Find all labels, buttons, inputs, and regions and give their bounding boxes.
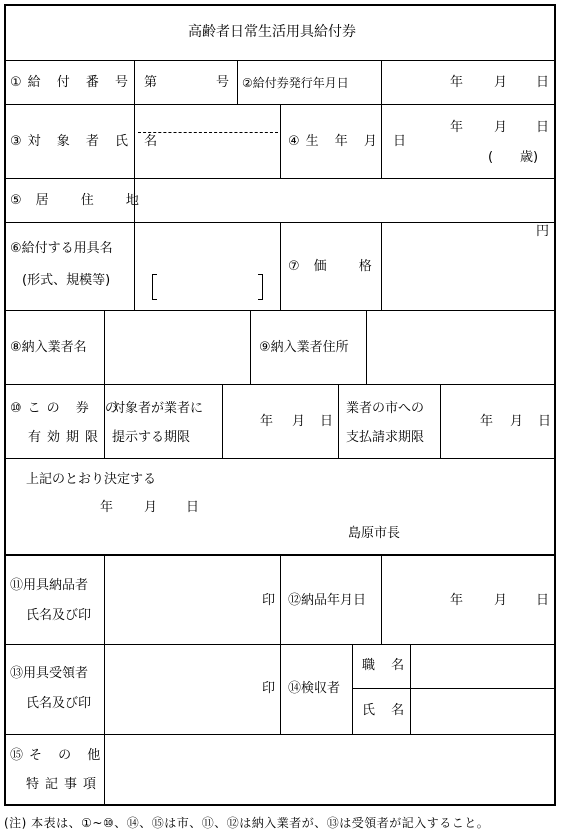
col-divider — [352, 644, 353, 734]
label-equipment-name: ⑥給付する用具名 — [10, 241, 113, 256]
label-claim-deadline: 業者の市への — [346, 401, 425, 416]
label-equipment-spec: (形式、規模等) — [22, 273, 111, 288]
month-text: 月 — [292, 414, 306, 429]
decision-text: 上記のとおり決定する — [26, 472, 157, 487]
label-validity-2: 有効期限 — [28, 430, 105, 445]
col-divider — [104, 384, 105, 458]
label-claim-deadline-2: 支払請求期限 — [346, 430, 425, 445]
day-text: 日 — [536, 120, 550, 135]
label-recipient-name: ③対 象 者 氏 名 — [10, 134, 164, 149]
row-divider — [4, 178, 556, 179]
col-divider — [280, 222, 281, 310]
label-residence: ⑤居 住 地 — [10, 193, 153, 208]
year-text: 年 — [100, 500, 114, 515]
bracket-left — [152, 274, 157, 300]
month-text: 月 — [510, 414, 524, 429]
age-text: 歳) — [520, 150, 539, 165]
col-divider — [134, 222, 135, 310]
label-name: 氏 名 — [362, 703, 411, 718]
label-price: ⑦価 格 — [288, 259, 386, 274]
label-inspector: ⑭検収者 — [288, 681, 341, 696]
year-text: 年 — [450, 120, 464, 135]
form-title: 高齢者日常生活用具給付券 — [188, 24, 356, 40]
year-text: 年 — [480, 414, 494, 429]
year-text: 年 — [260, 414, 274, 429]
col-divider — [280, 104, 281, 178]
go-text: 号 — [216, 75, 230, 90]
col-divider — [338, 384, 339, 458]
label-deliverer: ⑪用具納品者 — [10, 578, 89, 593]
col-divider — [104, 554, 105, 806]
month-text: 月 — [494, 120, 508, 135]
row-divider — [4, 60, 556, 61]
label-birth-date: ④生 年 月 日 — [288, 134, 413, 149]
dai-text: 第 — [144, 75, 158, 90]
label-remarks: 特記事項 — [26, 777, 103, 792]
col-divider — [280, 554, 281, 734]
col-divider — [410, 644, 411, 734]
col-divider — [381, 60, 382, 104]
mayor-signer: 島原市長 — [348, 526, 401, 541]
label-position: 職 名 — [362, 658, 411, 673]
row-divider — [4, 458, 556, 459]
col-divider — [366, 310, 367, 384]
seal-mark: 印 — [262, 593, 276, 608]
label-supplier-address: ⑨納入業者住所 — [259, 340, 349, 355]
year-text: 年 — [450, 593, 464, 608]
year-text: 年 — [450, 75, 464, 90]
yen-text: 円 — [536, 224, 550, 239]
month-text: 月 — [494, 75, 508, 90]
row-divider — [4, 384, 556, 385]
age-open-paren: ( — [488, 150, 494, 165]
col-divider — [440, 384, 441, 458]
day-text: 日 — [536, 593, 550, 608]
label-deliverer-2: 氏名及び印 — [26, 608, 92, 623]
day-text: 日 — [186, 500, 200, 515]
day-text: 日 — [320, 414, 334, 429]
month-text: 月 — [494, 593, 508, 608]
col-divider — [222, 384, 223, 458]
row-divider — [352, 688, 556, 689]
label-present-deadline-2: 提示する期限 — [112, 430, 191, 445]
label-supplier-name: ⑧納入業者名 — [10, 340, 87, 355]
label-present-deadline: 対象者が業者に — [112, 401, 204, 416]
furigana-line — [138, 132, 278, 133]
label-delivery-date: ⑫納品年月日 — [288, 593, 367, 608]
label-validity: ⑩この 券 の — [10, 401, 124, 416]
month-text: 月 — [144, 500, 158, 515]
row-divider — [4, 310, 556, 311]
footnote: (注) 本表は、①~⑩、⑭、⑮は市、⑪、⑫は納入業者が、⑬は受領者が記入すること。 — [4, 816, 490, 830]
bracket-right — [258, 274, 263, 300]
day-text: 日 — [536, 75, 550, 90]
label-other: ⑮そ の 他 — [10, 748, 107, 763]
col-divider — [104, 310, 105, 384]
col-divider — [237, 60, 238, 104]
day-text: 日 — [538, 414, 552, 429]
row-divider — [4, 734, 556, 735]
seal-mark: 印 — [262, 681, 276, 696]
label-receiver: ⑬用具受領者 — [10, 666, 89, 681]
label-receiver-2: 氏名及び印 — [26, 696, 92, 711]
label-issue-date: ②給付券発行年月日 — [242, 76, 349, 90]
label-benefit-number: ①給 付 番 号 — [10, 75, 135, 90]
col-divider — [250, 310, 251, 384]
col-divider — [381, 554, 382, 644]
